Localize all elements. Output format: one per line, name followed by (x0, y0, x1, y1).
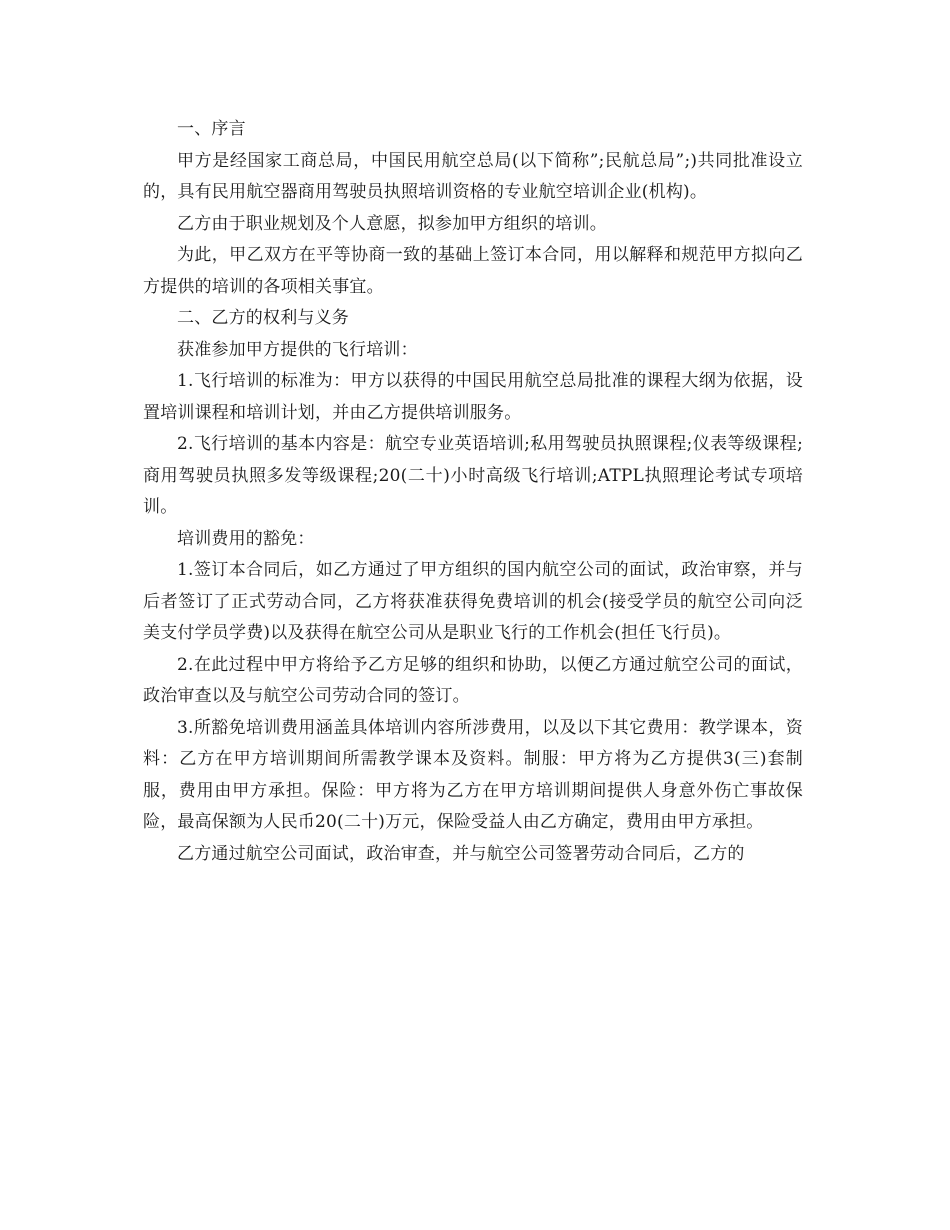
paragraph-party-b-intent: 乙方由于职业规划及个人意愿，拟参加甲方组织的培训。 (177, 213, 607, 234)
paragraph-training-approval: 获准参加甲方提供的飞行培训： (177, 339, 418, 360)
list-item-training-content: 2.飞行培训的基本内容是：航空专业英语培训;私用驾驶员执照课程;仪表等级课程;商用驾驶员执照多发等级课程;20(二十)小时高级飞行培训;ATPL执照理论考试专项培训。 (143, 434, 803, 517)
list-item-waiver-condition: 1.签订本合同后，如乙方通过了甲方组织的国内航空公司的面试，政治审察，并与后者签订了正式劳动合同，乙方将获准获得免费培训的机会(接受学员的航空公司向泛美支付学员学费)以及获得在航空公司从是职业飞行的工作机会(担任飞行员)。 (143, 560, 803, 643)
section-heading-rights-duties: 二、乙方的权利与义务 (177, 308, 349, 328)
section-heading-preface: 一、序言 (177, 119, 246, 139)
list-item-training-standard: 1.飞行培训的标准为：甲方以获得的中国民用航空总局批准的课程大纲为依据，设置培训课程和培训计划，并由乙方提供培训服务。 (143, 371, 803, 423)
paragraph-contract-purpose: 为此，甲乙双方在平等协商一致的基础上签订本合同，用以解释和规范甲方拟向乙方提供的培训的各项相关事宜。 (143, 245, 803, 297)
list-item-waiver-assistance: 2.在此过程中甲方将给予乙方足够的组织和协助，以便乙方通过航空公司的面试，政治审查以及与航空公司劳动合同的签订。 (143, 654, 803, 706)
list-item-waiver-coverage: 3.所豁免培训费用涵盖具体培训内容所涉费用，以及以下其它费用：教学课本，资料：乙方在甲方培训期间所需教学课本及资料。制服：甲方将为乙方提供3(三)套制服，费用由甲方承担。保险：甲方将为乙方在甲方培训期间提供人身意外伤亡事故保险，最高保额为人民币20(二十)万元，保险受益人由乙方确定，费用由甲方承担。 (143, 717, 803, 832)
paragraph-after-hiring: 乙方通过航空公司面试，政治审查，并与航空公司签署劳动合同后，乙方的 (177, 843, 745, 864)
paragraph-fee-waiver-heading: 培训费用的豁免： (177, 528, 315, 549)
document-body (143, 114, 803, 870)
paragraph-party-a-intro: 甲方是经国家工商总局，中国民用航空总局(以下简称”;民航总局”;)共同批准设立的，具有民用航空器商用驾驶员执照培训资格的专业航空培训企业(机构)。 (143, 150, 803, 202)
